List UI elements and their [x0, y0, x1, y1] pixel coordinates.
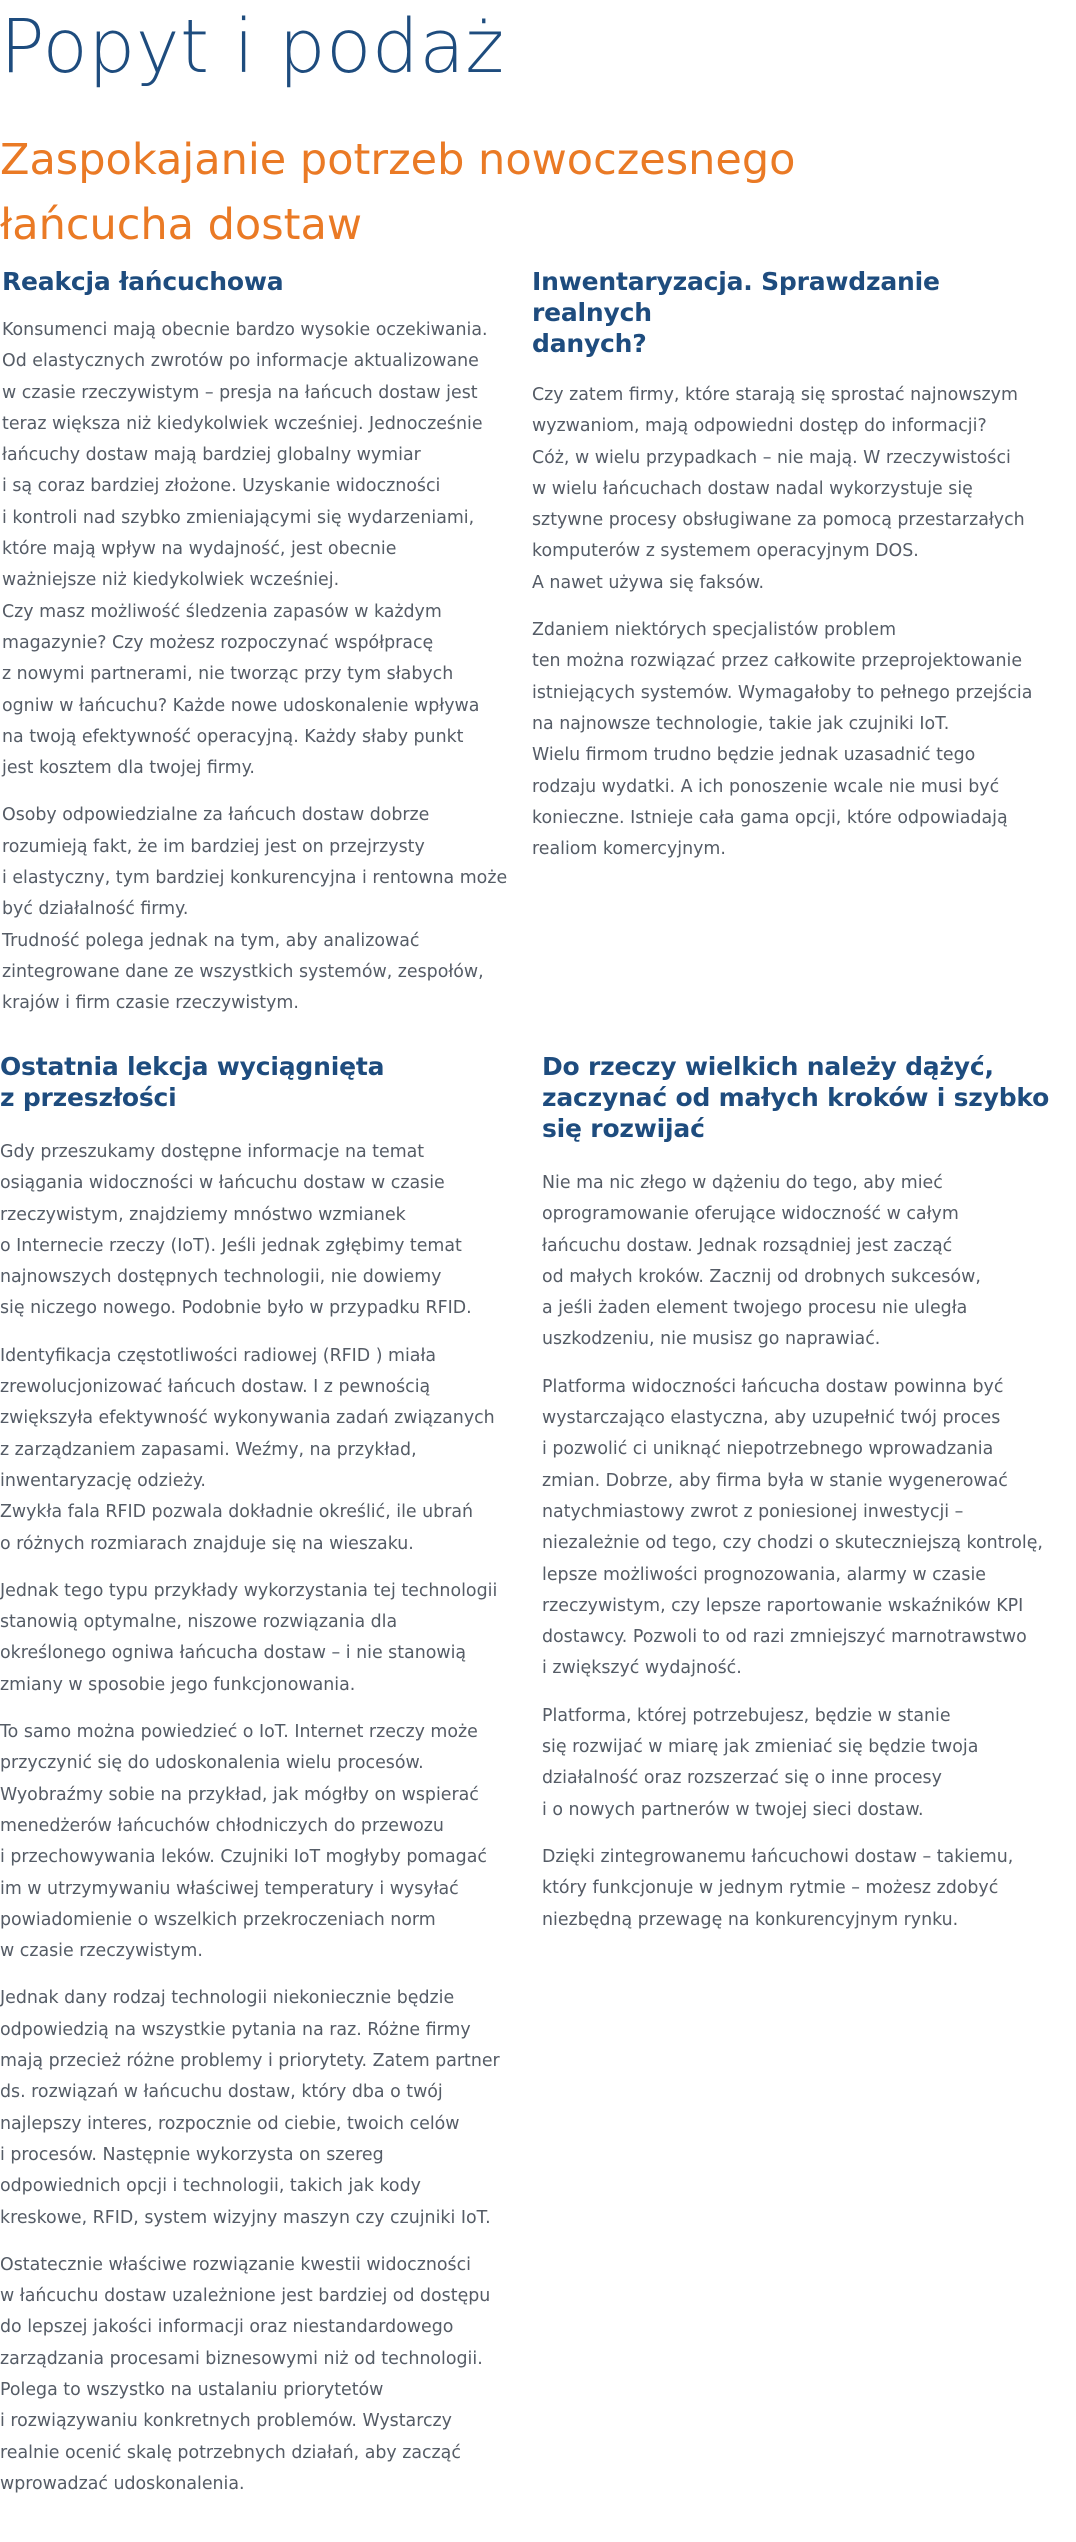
paragraph: Zdaniem niektórych specjalistów problem ten można rozwiązać przez całkowite przeprojektowanie istniejących systemów. Wymagałoby to pełnego przejścia na najnowsze technologie, takie jak czujniki IoT. Wielu firmom trudno będzie jednak uzasadnić tego rodzaju wydatki. A ich ponoszenie wcale nie musi być konieczne. Istnieje cała gama opcji, które odpowiadają realiom komercyjnym. [532, 620, 1033, 860]
paragraph: Jednak dany rodzaj technologii niekoniecznie będzie odpowiedzią na wszystkie pytania na raz. Różne firmy mają przecież różne problemy i priorytety. Zatem partner ds. rozwiązań w łańcuchu dostaw, który dba o twój najlepszy interes, rozpocznie od ciebie, twoich celów i procesów. Następnie wykorzysta on szereg odpowiednich opcji i technologii, takich jak kody kreskowe, RFID, system wizyjny maszyn czy czujniki IoT. [0, 1988, 500, 2228]
page-title: Popyt i podaż [0, 4, 505, 90]
paragraph: Czy zatem firmy, które starają się sprostać najnowszym wyzwaniom, mają odpowiedni dostęp do informacji? Cóż, w wielu przypadkach – nie mają. W rzeczywistości w wielu łańcuchach dostaw nadal wykorzystuje się sztywne procesy obsługiwane za pomocą przestarzałych komputerów z systemem operacyjnym DOS. A nawet używa się faksów. [532, 385, 1025, 593]
subtitle-text: Zaspokajanie potrzeb nowoczesnego łańcucha dostaw [0, 135, 796, 250]
paragraph: Platforma widoczności łańcucha dostaw powinna być wystarczająco elastyczna, aby uzupełnić twój proces i pozwolić ci uniknąć niepotrzebnego wprowadzania zmian. Dobrze, aby firma była w stanie wygenerować natychmiastowy zwrot z poniesionej inwestycji – niezależnie od tego, czy chodzi o skuteczniejszą kontrolę, lepsze możliwości prognozowania, alarmy w czasie rzeczywistym, czy lepsze raportowanie wskaźników KPI dostawcy. Pozwoli to od razi zmniejszyć marnotrawstwo i zwiększyć wydajność. [542, 1376, 1043, 1679]
section-heading: Do rzeczy wielkich należy dążyć, zaczynać od małych kroków i szybko się rozwijać [542, 1052, 1050, 1143]
paragraph: Jednak tego typu przykłady wykorzystania tej technologii stanowią optymalne, niszowe rozwiązania dla określonego ogniwa łańcucha dostaw – i nie stanowią zmiany w sposobie jego funkcjonowania. [0, 1580, 498, 1695]
paragraph: Konsumenci mają obecnie bardzo wysokie oczekiwania. Od elastycznych zwrotów po informacje aktualizowane w czasie rzeczywistym – presja na łańcuch dostaw jest teraz większa niż kiedykolwiek wcześniej. Jednocześnie łańcuchy dostaw mają bardziej globalny wymiar i są coraz bardziej złożone. Uzyskanie widoczności i kontroli nad szybko zmieniającymi się wydarzeniami, które mają wpływ na wydajność, jest obecnie ważniejsze niż kiedykolwiek wcześniej. Czy masz możliwość śledzenia zapasów w każdym magazynie? Czy możesz rozpoczynać współpracę z nowymi partnerami, nie tworząc przy tym słabych ogniw w łańcuchu? Każde nowe udoskonalenie wpływa na twoją efektywność operacyjną. Każdy słaby punkt jest kosztem dla twojej firmy. [2, 320, 488, 779]
paragraph: Gdy przeszukamy dostępne informacje na temat osiągania widoczności w łańcuchu dostaw w czasie rzeczywistym, znajdziemy mnóstwo wzmianek o Internecie rzeczy (IoT). Jeśli jednak zgłębimy temat najnowszych dostępnych technologii, nie dowiemy się niczego nowego. Podobnie było w przypadku RFID. [0, 1142, 472, 1319]
section-ostatnia-lekcja [0, 1051, 520, 2516]
section-heading: Inwentaryzacja. Sprawdzanie realnych danych? [532, 267, 940, 358]
page-subtitle [0, 128, 1000, 258]
paragraph: Dzięki zintegrowanemu łańcuchowi dostaw – takiemu, który funkcjonuje w jednym rytmie – możesz zdobyć niezbędną przewagę na konkurencyjnym rynku. [542, 1846, 1014, 1930]
section-reakcja-lancuchowa [2, 266, 522, 1036]
section-heading: Reakcja łańcuchowa [2, 267, 284, 296]
paragraph: Ostatecznie właściwe rozwiązanie kwestii widoczności w łańcuchu dostaw uzależnione jest bardziej od dostępu do lepszej jakości informacji oraz niestandardowego zarządzania procesami biznesowymi niż od technologii. Polega to wszystko na ustalaniu priorytetów i rozwiązywaniu konkretnych problemów. Wystarczy realnie ocenić skalę potrzebnych działań, aby zacząć wprowadzać udoskonalenia. [0, 2254, 491, 2494]
section-inwentaryzacja [532, 266, 1062, 881]
paragraph: Identyfikacja częstotliwości radiowej (RFID ) miała zrewolucjonizować łańcuch dostaw. I z pewnością zwiększyła efektywność wykonywania zadań związanych z zarządzaniem zapasami. Weźmy, na przykład, inwentaryzację odzieży. Zwykła fala RFID pozwala dokładnie określić, ile ubrań o różnych rozmiarach znajduje się na wieszaku. [0, 1345, 495, 1554]
section-heading: Ostatnia lekcja wyciągnięta z przeszłości [0, 1052, 385, 1112]
paragraph: Nie ma nic złego w dążeniu do tego, aby mieć oprogramowanie oferujące widoczność w całym łańcuchu dostaw. Jednak rozsądniej jest zacząć od małych kroków. Zacznij od drobnych sukcesów, a jeśli żaden element twojego procesu nie uległa uszkodzeniu, nie musisz go naprawiać. [542, 1173, 981, 1350]
paragraph: Platforma, której potrzebujesz, będzie w stanie się rozwijać w miarę jak zmieniać się będzie twoja działalność oraz rozszerzać się o inne procesy i o nowych partnerów w twojej sieci dostaw. [542, 1705, 979, 1820]
paragraph: Osoby odpowiedzialne za łańcuch dostaw dobrze rozumieją fakt, że im bardziej jest on przejrzysty i elastyczny, tym bardziej konkurencyjna i rentowna może być działalność firmy. Trudność polega jednak na tym, aby analizować zintegrowane dane ze wszystkich systemów, zespołów, krajów i firm czasie rzeczywistym. [2, 805, 508, 1014]
section-do-rzeczy-wielkich [542, 1051, 1072, 1952]
paragraph: To samo można powiedzieć o IoT. Internet rzeczy może przyczynić się do udoskonalenia wielu procesów. Wyobraźmy sobie na przykład, jak mógłby on wspierać menedżerów łańcuchów chłodniczych do przewozu i przechowywania leków. Czujniki IoT mogłyby pomagać im w utrzymywaniu właściwej temperatury i wysyłać powiadomienie o wszelkich przekroczeniach norm w czasie rzeczywistym. [0, 1722, 487, 1962]
